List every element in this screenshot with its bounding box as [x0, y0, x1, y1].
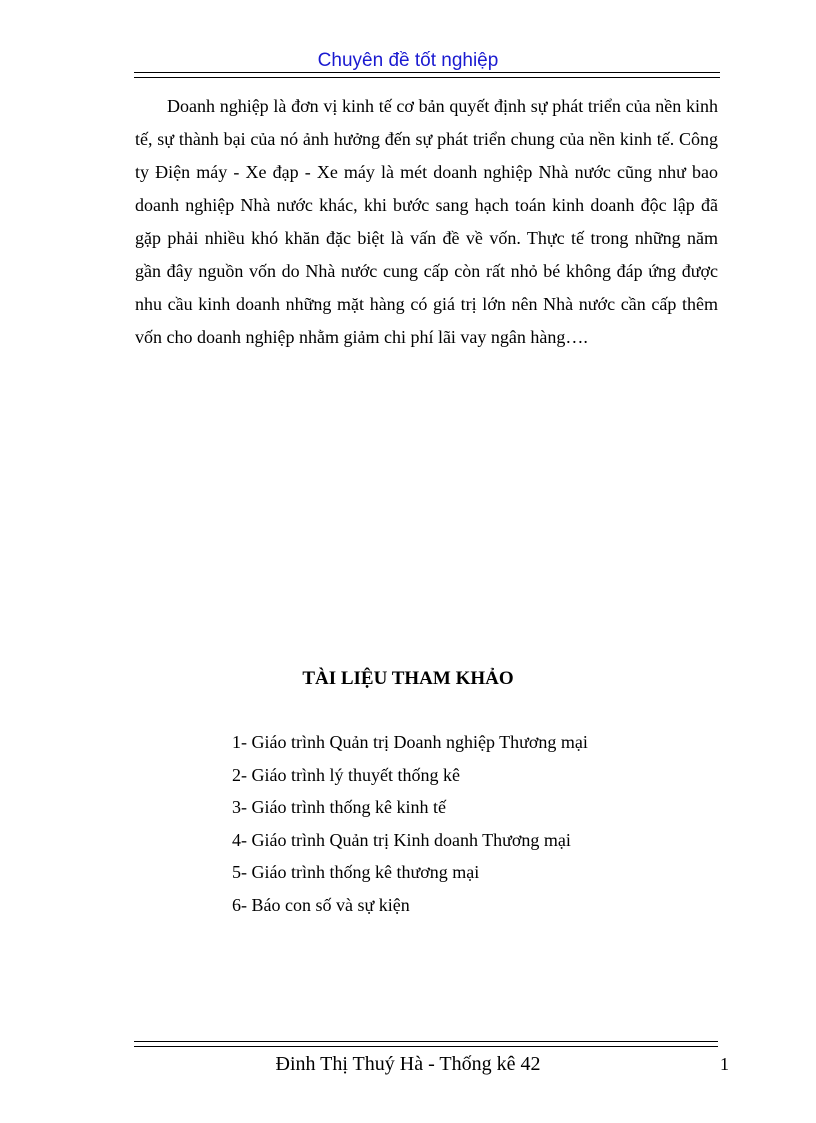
footer-author: Đinh Thị Thuý Hà - Thống kê 42: [275, 1053, 541, 1075]
reference-item: 5- Giáo trình thống kê thương mại: [232, 862, 480, 882]
reference-item: 4- Giáo trình Quản trị Kinh doanh Thương mại: [232, 829, 571, 850]
reference-item: 2- Giáo trình lý thuyết thống kê: [232, 764, 460, 785]
body-paragraph: Doanh nghiệp là đơn vị kinh tế cơ bản quyết định sự phát triển của nền kinh tế, sự thành bại của nó ảnh hưởng đến sự phát triển chung của nền kinh tế. Công ty Điện máy - Xe đạp - Xe máy là mét doanh nghiệp Nhà nước cũng như bao doanh nghiệp Nhà nước khác, khi bước sang hạch toán kinh doanh độc lập đã gặp phải nhiều khó khăn đặc biệt là vấn đề về vốn. Thực tế trong những năm gần đây nguồn vốn do Nhà nước cung cấp còn rất nhỏ bé không đáp ứng được nhu cầu kinh doanh những mặt hàng có giá trị lớn nên Nhà nước cần cấp thêm vốn cho doanh nghiệp nhằm giảm chi phí lãi vay ngân hàng….: [135, 96, 718, 347]
page-header-title: Chuyên đề tốt nghiệp: [317, 50, 499, 71]
page-number: 1: [720, 1054, 729, 1074]
references-list: [232, 726, 588, 921]
header-double-rule: [134, 72, 720, 78]
reference-item: 3- Giáo trình thống kê kinh tế: [232, 797, 446, 817]
reference-item: 1- Giáo trình Quản trị Doanh nghiệp Thương mại: [232, 732, 588, 752]
reference-item: 6- Báo con số và sự kiện: [232, 894, 410, 915]
footer-double-rule: [134, 1041, 718, 1047]
references-heading: TÀI LIỆU THAM KHẢO: [302, 668, 514, 689]
